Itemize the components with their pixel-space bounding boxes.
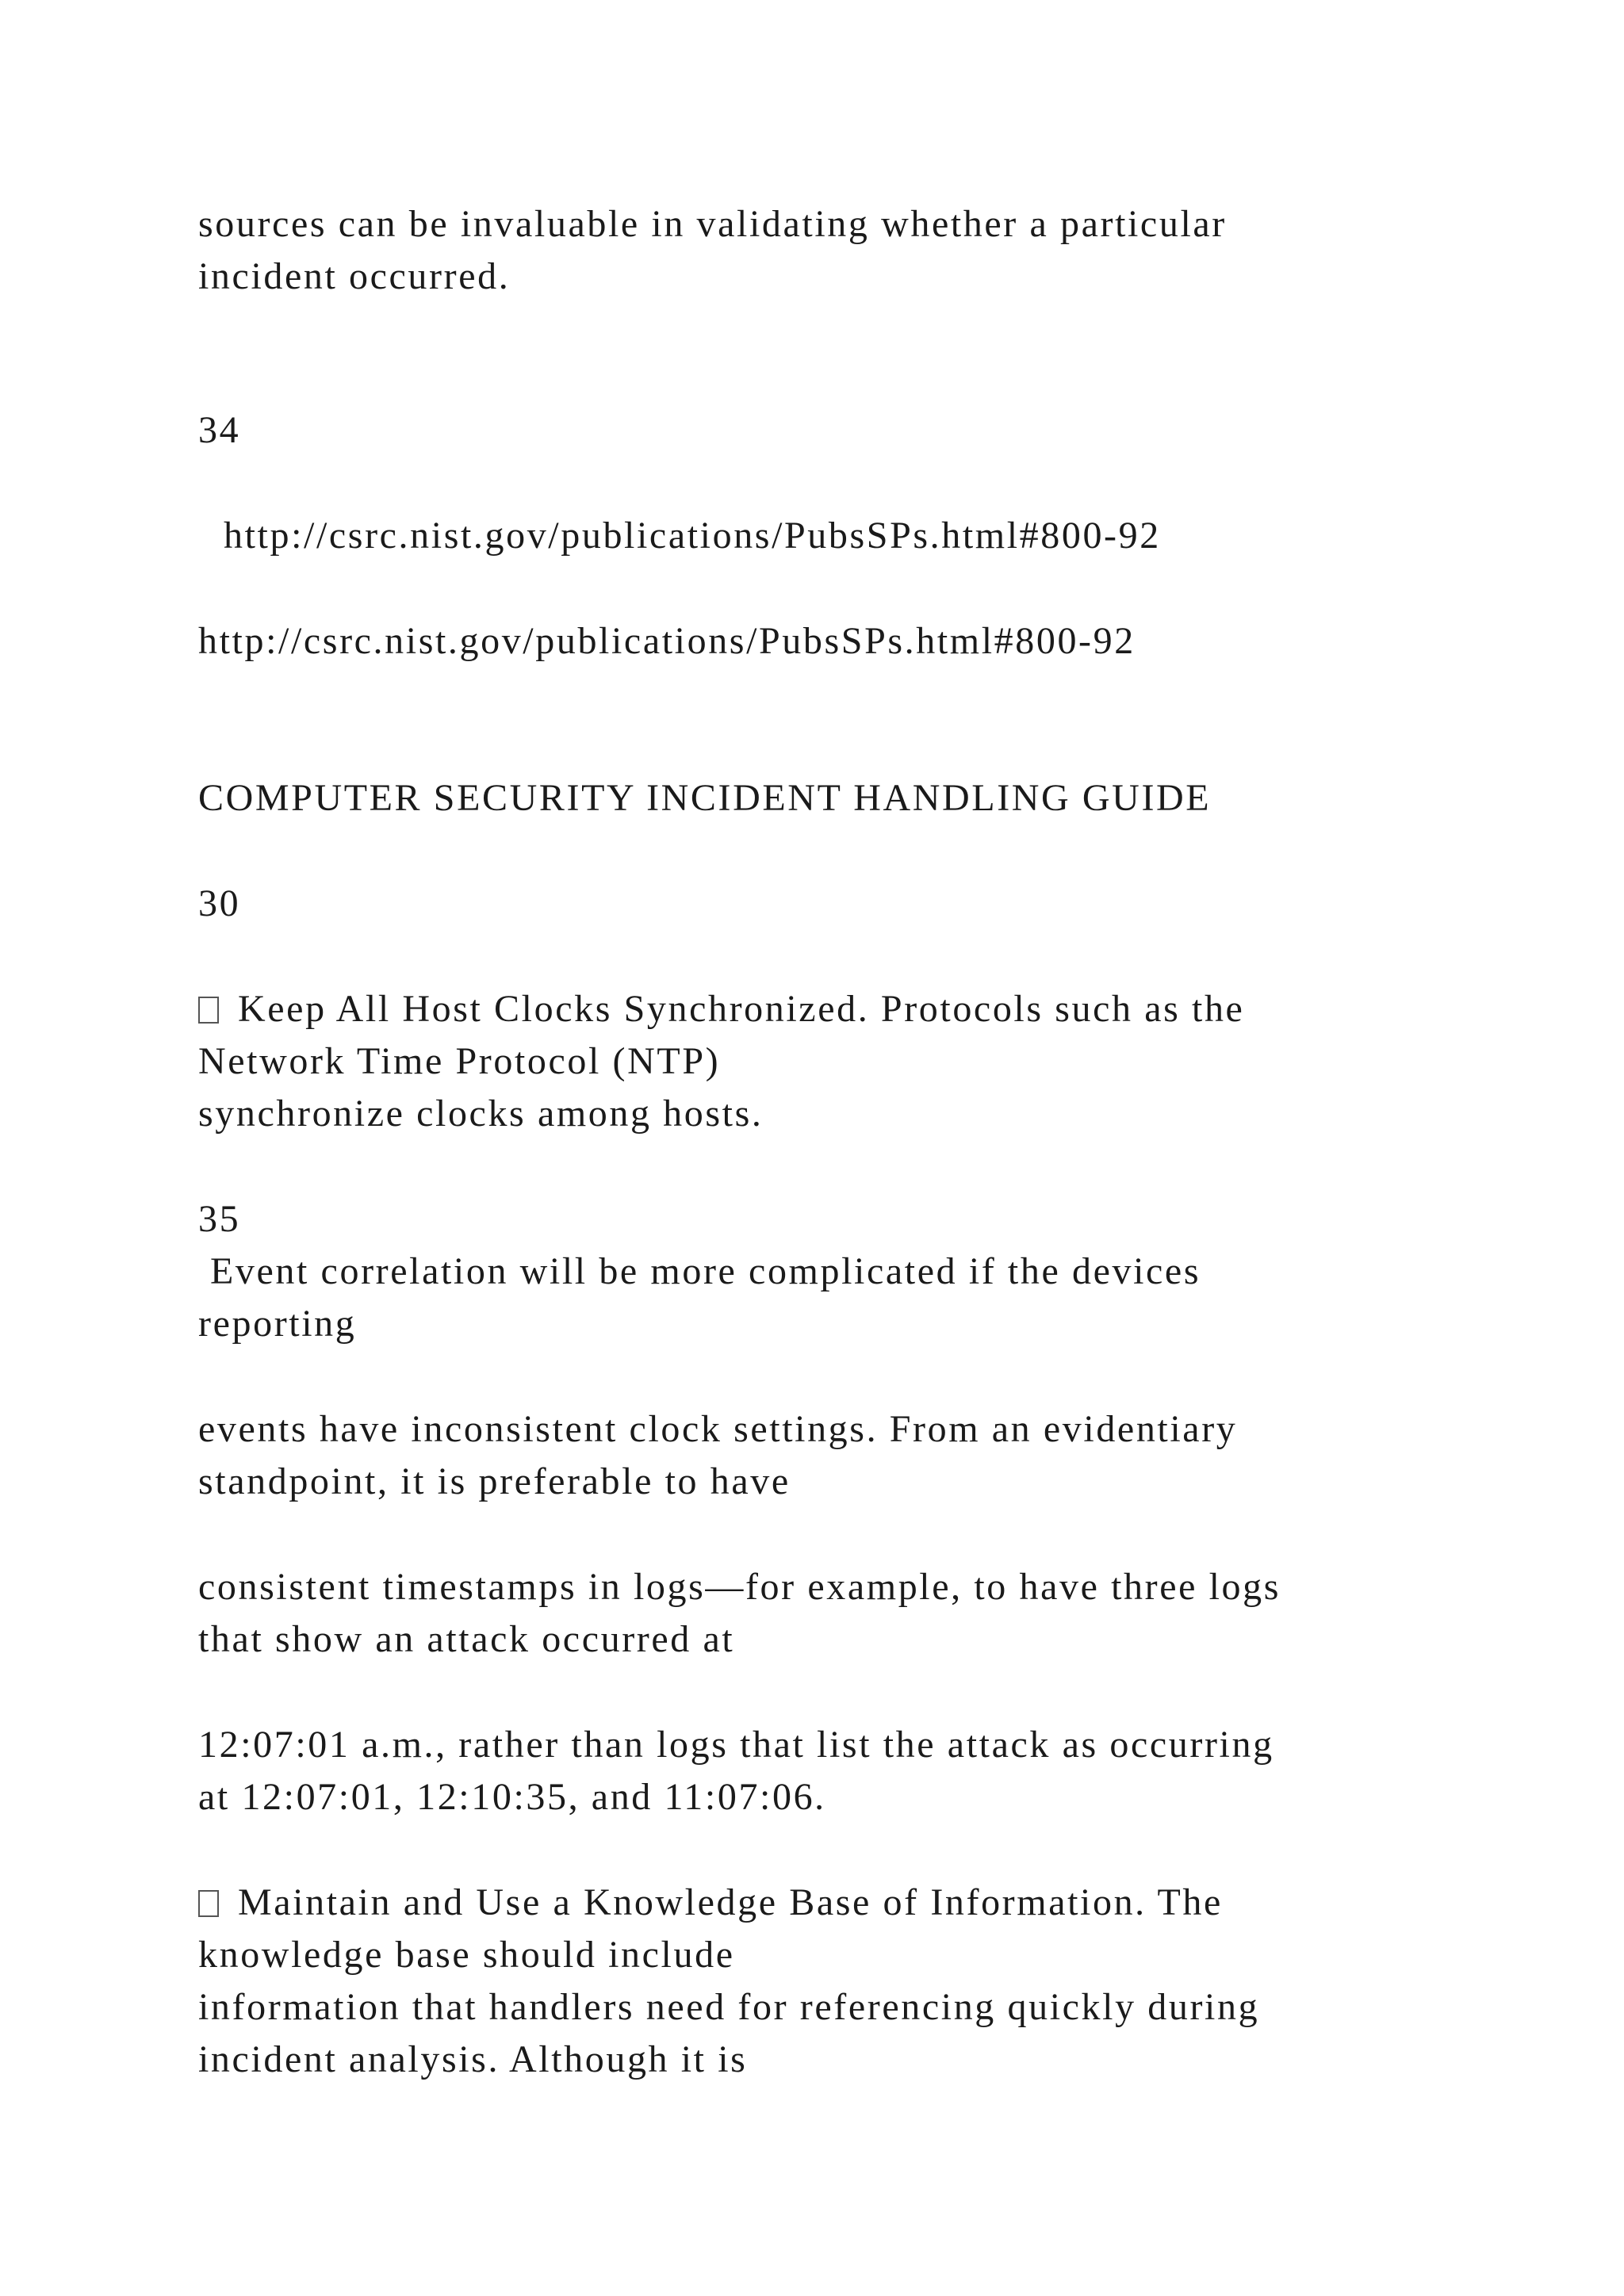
bullet-text: Maintain and Use a Knowledge Base of Information. The bbox=[238, 1881, 1223, 1923]
footnote-url: http://csrc.nist.gov/publications/PubsSPs.html#800-92 bbox=[224, 515, 1161, 557]
body-text-line: events have inconsistent clock settings. From an evidentiary bbox=[198, 1408, 1238, 1450]
bullet-item bbox=[198, 983, 1244, 1035]
running-header: COMPUTER SECURITY INCIDENT HANDLING GUIDE bbox=[198, 777, 1212, 819]
bullet-text: Keep All Host Clocks Synchronized. Protocols such as the bbox=[238, 988, 1245, 1030]
body-text-line: synchronize clocks among hosts. bbox=[198, 1093, 764, 1135]
body-text-line: that show an attack occurred at bbox=[198, 1618, 735, 1660]
body-text-line: incident occurred. bbox=[198, 255, 511, 297]
body-text-line: 12:07:01 a.m., rather than logs that list the attack as occurring bbox=[198, 1724, 1274, 1766]
body-text-line: standpoint, it is preferable to have bbox=[198, 1460, 791, 1502]
body-text-line: consistent timestamps in logs—for example, to have three logs bbox=[198, 1566, 1281, 1608]
bullet-box-icon bbox=[198, 997, 219, 1024]
body-text-line: Network Time Protocol (NTP) bbox=[198, 1040, 721, 1082]
footnote-text: reporting bbox=[198, 1303, 357, 1345]
footnote-text: Event correlation will be more complicated if the devices bbox=[210, 1250, 1201, 1292]
body-text-line: at 12:07:01, 12:10:35, and 11:07:06. bbox=[198, 1776, 826, 1818]
body-text-line: information that handlers need for referencing quickly during bbox=[198, 1986, 1260, 2028]
bullet-item bbox=[198, 1877, 1223, 1929]
page-number: 30 bbox=[198, 882, 241, 924]
footnote-url: http://csrc.nist.gov/publications/PubsSPs.html#800-92 bbox=[198, 620, 1136, 662]
footnote-number: 35 bbox=[198, 1198, 241, 1240]
footnote-number: 34 bbox=[198, 409, 241, 451]
body-text-line: knowledge base should include bbox=[198, 1934, 735, 1976]
bullet-box-icon bbox=[198, 1890, 219, 1917]
body-text-line: incident analysis. Although it is bbox=[198, 2038, 748, 2080]
body-text-line: sources can be invaluable in validating whether a particular bbox=[198, 203, 1227, 245]
